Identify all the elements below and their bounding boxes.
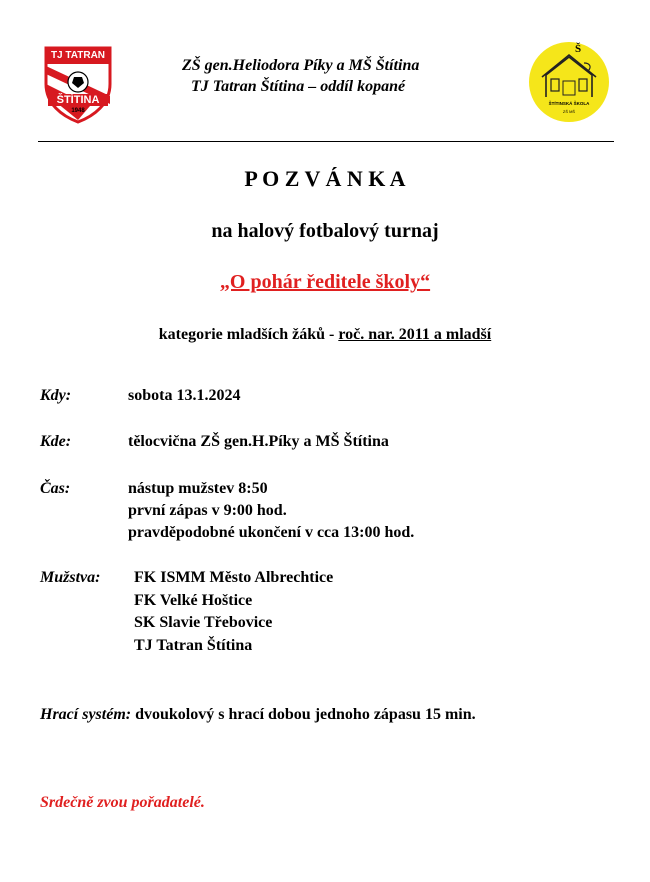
logo-text-bottom: ŠTÍTINA [56, 94, 100, 106]
header-school-name: ZŠ gen.Heliodora Píky a MŠ Štítina [182, 57, 420, 74]
time-line: pravděpodobné ukončení v cca 13:00 hod. [128, 524, 415, 541]
team-item: FK ISMM Město Albrechtice [134, 569, 334, 586]
header-divider [38, 141, 614, 142]
cup-name: „O pohár ředitele školy“ [219, 271, 431, 293]
category-line [0, 326, 650, 344]
where-label: Kde: [40, 433, 72, 450]
when-label: Kdy: [40, 387, 72, 404]
logo-year: 1948 [71, 108, 85, 114]
time-label: Čas: [40, 480, 71, 497]
system-label: Hrací systém: [40, 706, 132, 723]
where-value: tělocvična ZŠ gen.H.Píky a MŠ Štítina [128, 433, 389, 450]
school-logo [528, 41, 610, 123]
category-years: roč. nar. 2011 a mladší [338, 326, 492, 343]
team-item: SK Slavie Třebovice [134, 614, 273, 631]
header-club-name: TJ Tatran Štítina – oddíl kopané [191, 78, 406, 95]
system-value: dvoukolový s hrací dobou jednoho zápasu 15 min. [131, 706, 476, 723]
game-system-line [40, 706, 476, 724]
school-logo-small: ZŠ MŠ [562, 109, 576, 114]
tj-tatran-stitina-logo [38, 44, 118, 124]
invite-subtitle: na halový fotbalový turnaj [211, 220, 439, 242]
when-value: sobota 13.1.2024 [128, 387, 241, 404]
time-line: první zápas v 9:00 hod. [128, 502, 287, 519]
closing-note: Srdečně zvou pořadatelé. [40, 794, 205, 811]
category-prefix: kategorie mladších žáků - [158, 326, 339, 343]
logo-text-top: TJ TATRAN [50, 50, 106, 61]
team-item: TJ Tatran Štítina [134, 637, 253, 654]
invite-title: P O Z V Á N K A [244, 166, 406, 191]
teams-label: Mužstva: [40, 569, 101, 586]
time-line: nástup mužstev 8:50 [128, 480, 268, 497]
school-logo-letter: Š [575, 43, 582, 55]
team-item: FK Velké Hoštice [134, 592, 253, 609]
school-logo-banner: ŠTÍTINSKÁ ŠKOLA [548, 101, 590, 106]
